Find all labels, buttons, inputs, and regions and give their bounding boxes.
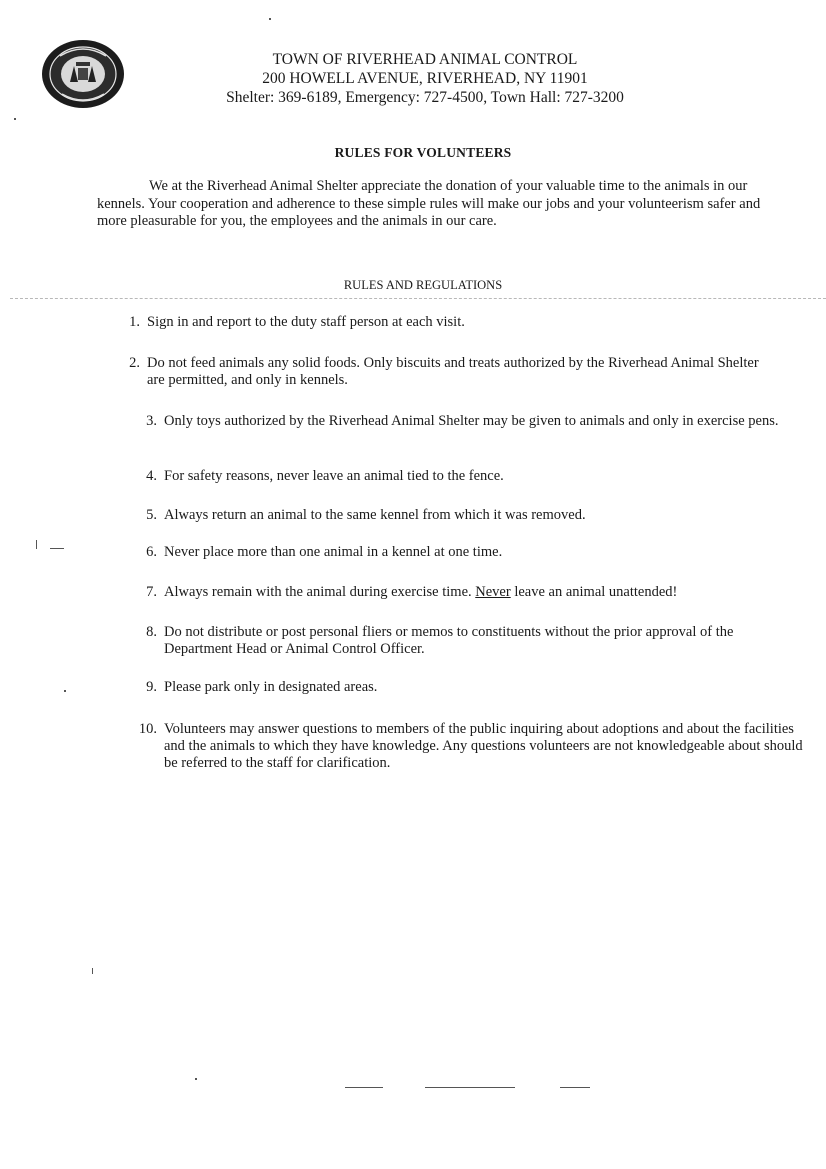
scan-speck — [64, 690, 66, 692]
rule-text-before: Always remain with the animal during exercise time. — [164, 584, 472, 600]
rule-number: 9. — [146, 679, 157, 695]
rule-number: 5. — [146, 507, 157, 523]
document-title: RULES FOR VOLUNTEERS — [334, 145, 512, 160]
rule-number: 6. — [146, 544, 157, 560]
rule-item — [137, 679, 787, 696]
scan-speck — [560, 1087, 590, 1088]
org-phones: Shelter: 369-6189, Emergency: 727-4500, Town Hall: 727-3200 — [226, 89, 624, 106]
rule-emphasis: Never — [475, 584, 511, 600]
rule-item — [120, 355, 775, 389]
intro-paragraph: We at the Riverhead Animal Shelter appreciate the donation of your valuable time to the animals in our kennels. Your cooperation and adherence to these simple rules will make our jobs and your volunteerism safer and more pleasurable for you, the employees and the animals in our care. — [97, 178, 761, 229]
rule-text: For safety reasons, never leave an animal tied to the fence. — [164, 468, 504, 484]
rule-text-after: leave an animal unattended! — [514, 584, 678, 600]
rule-number: 1. — [129, 314, 140, 330]
rule-text: Do not distribute or post personal fliers or memos to constituents without the prior approval of the Department Head or Animal Control Officer. — [164, 624, 734, 657]
rule-text: Only toys authorized by the Riverhead Animal Shelter may be given to animals and only in exercise pens. — [164, 413, 779, 429]
rule-text: Please park only in designated areas. — [164, 679, 378, 695]
scan-speck — [50, 548, 64, 549]
scan-speck — [92, 968, 93, 974]
rule-text: Never place more than one animal in a kennel at one time. — [164, 544, 503, 560]
rule-item — [137, 721, 807, 772]
scan-speck — [36, 540, 37, 549]
scan-speck — [425, 1087, 515, 1088]
scan-speck — [14, 118, 16, 120]
rule-item — [137, 584, 797, 601]
rule-item — [120, 314, 780, 331]
rule-text: Always return an animal to the same kennel from which it was removed. — [164, 507, 586, 523]
rule-item — [137, 544, 787, 561]
rule-item — [137, 624, 782, 658]
rule-number: 7. — [146, 584, 157, 600]
org-name: TOWN OF RIVERHEAD ANIMAL CONTROL — [272, 51, 578, 68]
scan-divider — [10, 298, 826, 299]
section-heading: RULES AND REGULATIONS — [343, 278, 503, 292]
rule-number: 8. — [146, 624, 157, 640]
rule-number: 4. — [146, 468, 157, 484]
letterhead — [200, 50, 650, 107]
rule-item — [137, 413, 787, 430]
rule-text: Do not feed animals any solid foods. Only biscuits and treats authorized by the Riverhead Animal Shelter are permitted, and only in kennels. — [147, 355, 759, 388]
rule-text — [137, 584, 797, 601]
rule-number: 3. — [146, 413, 157, 429]
scan-speck — [269, 18, 271, 20]
rule-item — [137, 468, 787, 485]
scan-speck — [195, 1078, 197, 1080]
rule-number: 10. — [138, 721, 157, 737]
org-address: 200 HOWELL AVENUE, RIVERHEAD, NY 11901 — [262, 70, 588, 87]
rule-text: Volunteers may answer questions to members of the public inquiring about adoptions and about the facilities and the animals to which they have knowledge. Any questions volunteers are not knowledgeable about should be referred to the staff for clarification. — [164, 721, 803, 771]
scan-speck — [345, 1087, 383, 1088]
rule-item — [137, 507, 787, 524]
rule-number: 2. — [129, 355, 140, 371]
rule-text: Sign in and report to the duty staff person at each visit. — [147, 314, 465, 330]
town-seal-logo — [40, 38, 126, 110]
